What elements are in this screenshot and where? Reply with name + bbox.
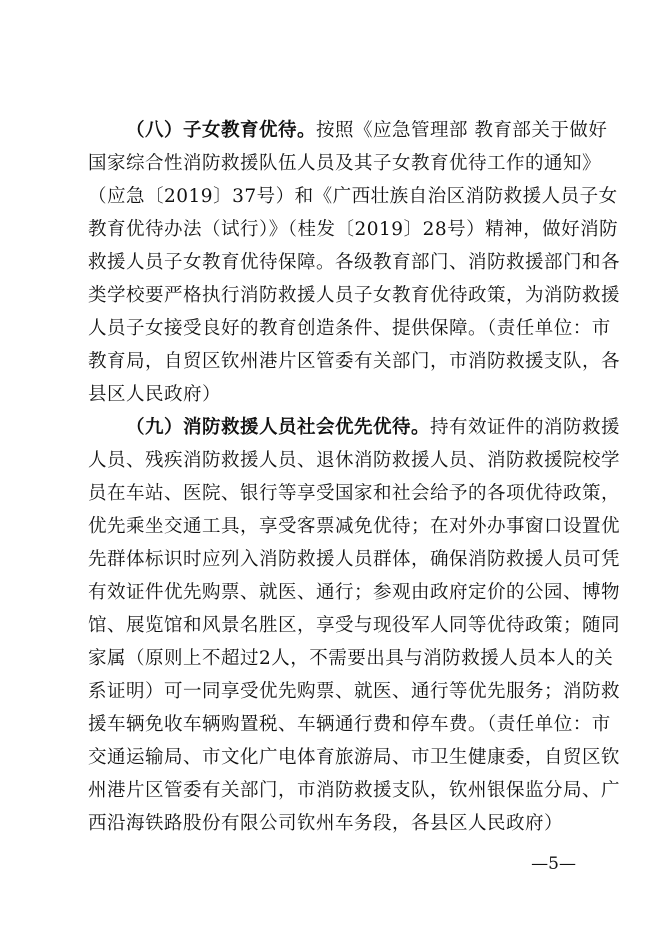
paragraph-line: 国家综合性消防救援队伍人员及其子女教育优待工作的通知》: [88, 153, 602, 174]
paragraph-line: 馆、展览馆和风景名胜区，享受与现役军人同等优待政策；随同: [88, 615, 621, 636]
paragraph-line: 先群体标识时应列入消防救援人员群体，确保消防救援人员可凭: [88, 549, 621, 570]
paragraph-line: 教育局，自贸区钦州港片区管委有关部门，市消防救援支队，各: [88, 351, 621, 372]
section-heading: （八）子女教育优待。: [126, 120, 317, 141]
paragraph-line: 优先乘坐交通工具，享受客票减免优待；在对外办事窗口设置优: [88, 516, 621, 537]
paragraph-line: （九）消防救援人员社会优先优待。持有效证件的消防救援: [126, 417, 621, 438]
paragraph-line: 类学校要严格执行消防救援人员子女教育优待政策，为消防救援: [88, 285, 621, 306]
paragraph-line: 家属（原则上不超过2人，不需要出具与消防救援人员本人的关: [88, 648, 614, 669]
paragraph-line: 西沿海铁路股份有限公司钦州车务段，各县区人民政府）: [88, 813, 564, 834]
paragraph-line: 人员子女接受良好的教育创造条件、提供保障。（责任单位：市: [88, 318, 611, 339]
paragraph-line: 县区人民政府）: [88, 384, 222, 405]
section-heading: （九）消防救援人员社会优先优待。: [126, 417, 431, 438]
paragraph-line: 有效证件优先购票、就医、通行；参观由政府定价的公园、博物: [88, 582, 621, 603]
paragraph-line: （应急〔2019〕37号）和《广西壮族自治区消防救援人员子女: [88, 186, 618, 207]
paragraph-line: 系证明）可一同享受优先购票、就医、通行等优先服务；消防救: [88, 681, 621, 702]
paragraph-line: 人员、残疾消防救援人员、退休消防救援人员、消防救援院校学: [88, 450, 621, 471]
paragraph-line: 州港片区管委有关部门，市消防救援支队，钦州银保监分局、广: [88, 780, 621, 801]
paragraph-line: 援车辆免收车辆购置税、车辆通行费和停车费。（责任单位：市: [88, 714, 611, 735]
paragraph-line: 救援人员子女教育优待保障。各级教育部门、消防救援部门和各: [88, 252, 621, 273]
paragraph-line: 员在车站、医院、银行等享受国家和社会给予的各项优待政策，: [88, 483, 621, 504]
paragraph-line: （八）子女教育优待。按照《应急管理部 教育部关于做好: [126, 120, 608, 141]
paragraph-line: 教育优待办法（试行）》（桂发〔2019〕28号）精神，做好消防: [88, 219, 619, 240]
page-number: —5—: [531, 854, 576, 874]
paragraph-line: 交通运输局、市文化广电体育旅游局、市卫生健康委，自贸区钦: [88, 747, 621, 768]
